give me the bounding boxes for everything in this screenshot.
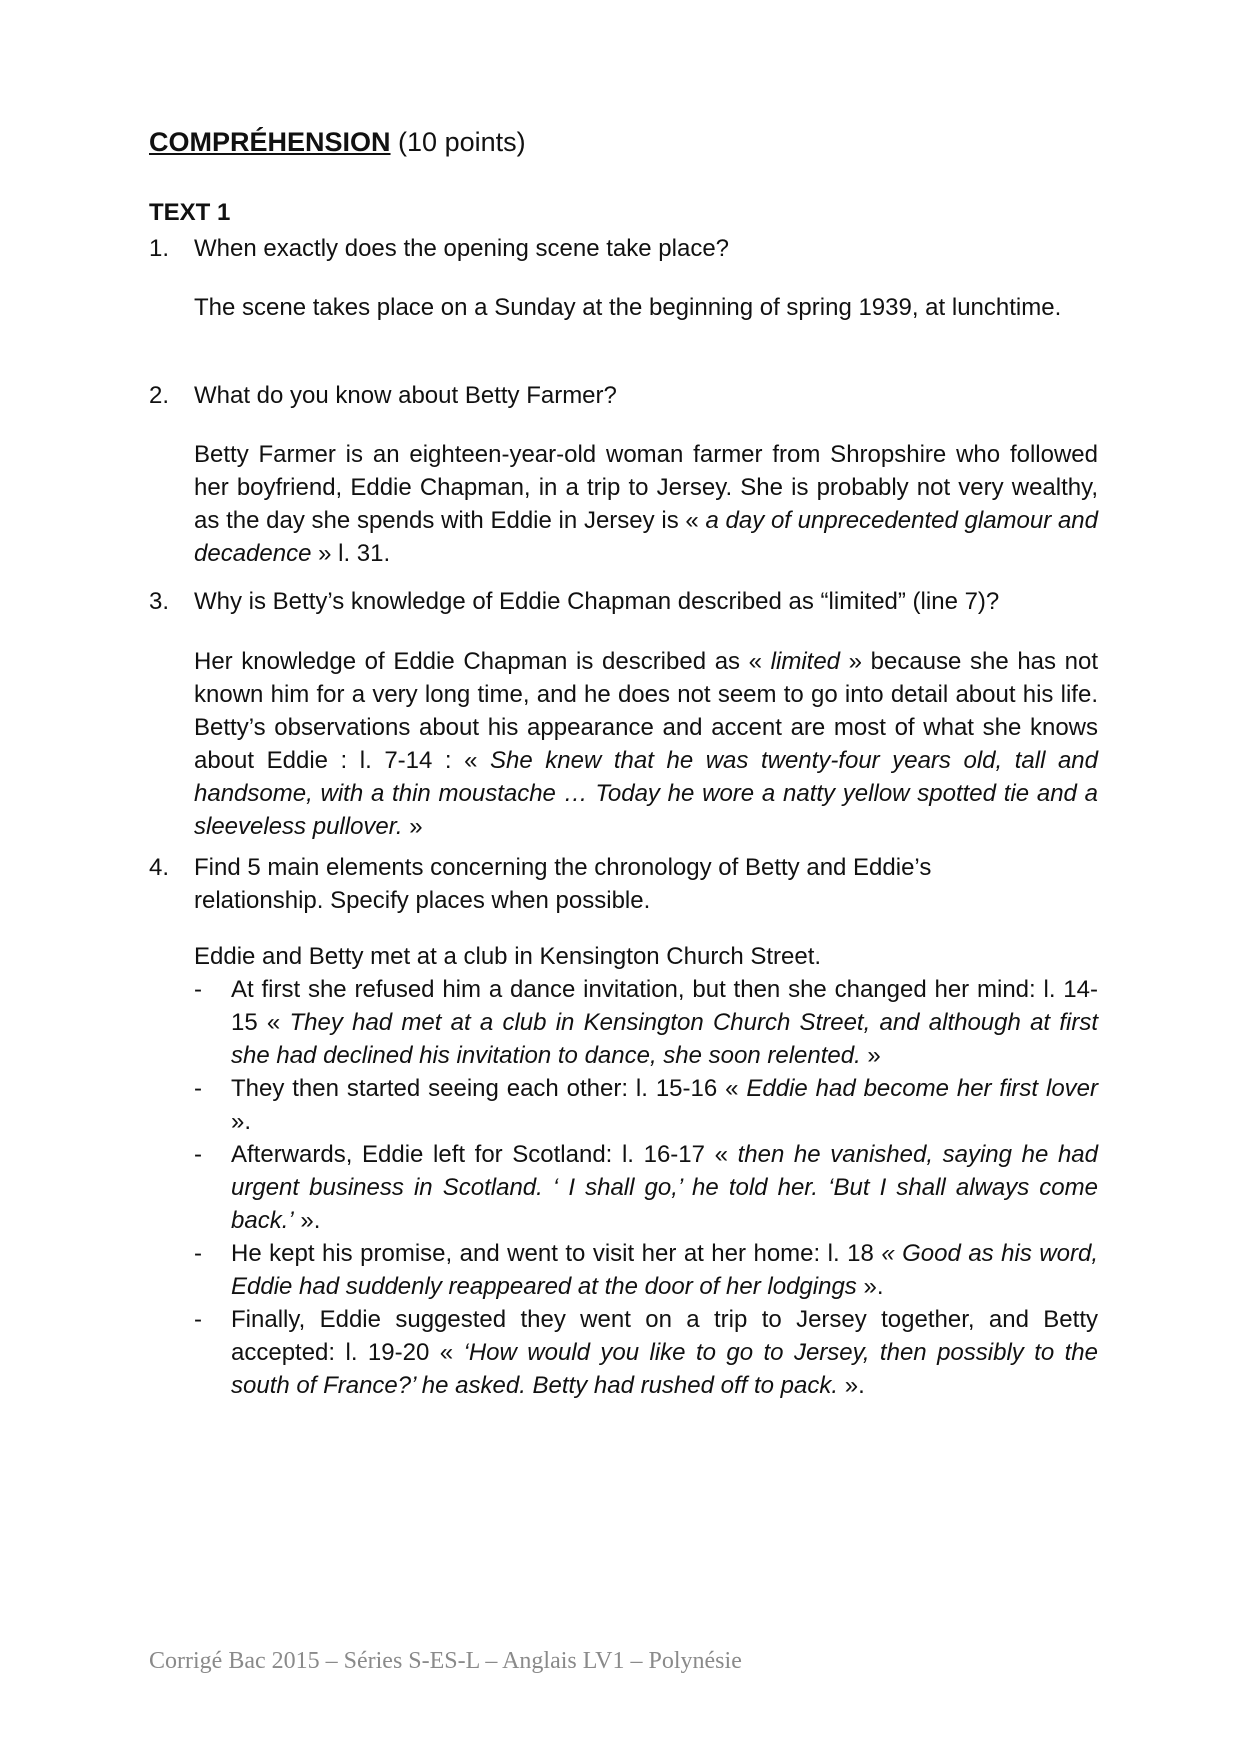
dash-marker: - xyxy=(194,976,202,1003)
answer-segment: Betty Farmer is an eighteen-year-old woman farmer from Shropshire who followed her boyfriend, Eddie Chapman, in a trip to Jersey. She is probably not very wealthy, as the day she spends with Eddie in Jersey is « xyxy=(194,441,1098,534)
page-footer: Corrigé Bac 2015 – Séries S-ES-L – Anglais LV1 – Polynésie xyxy=(149,1648,742,1674)
list-item xyxy=(194,1072,1098,1138)
question-number: 1. xyxy=(149,235,170,262)
chronology-list xyxy=(194,973,1098,1402)
answer-segment: » l. 31. xyxy=(311,540,391,567)
section-title: COMPRÉHENSION xyxy=(149,127,391,157)
item-quote: « Good as his word, Eddie had suddenly reappeared at the door of her lodgings xyxy=(231,1240,1098,1300)
answer-4 xyxy=(194,940,1098,1402)
section-points: (10 points) xyxy=(398,127,526,157)
item-text: At first she refused him a dance invitation, but then she changed her mind: l. 14-15 « xyxy=(231,976,1098,1036)
item-text: ». xyxy=(293,1207,321,1234)
question-number: 3. xyxy=(149,588,170,615)
item-text: ». xyxy=(231,1108,252,1135)
dash-marker: - xyxy=(194,1141,202,1168)
text-label: TEXT 1 xyxy=(149,199,231,226)
question-number: 2. xyxy=(149,382,170,409)
dash-marker: - xyxy=(194,1075,202,1102)
item-quote: They had met at a club in Kensington Church Street, and although at first she had declined his invitation to dance, she soon relented. xyxy=(231,1009,1098,1069)
item-text: Afterwards, Eddie left for Scotland: l. 16-17 « xyxy=(231,1141,738,1168)
answer-quote: a day of unprecedented glamour and decadence xyxy=(194,507,1098,567)
item-quote: ‘How would you like to go to Jersey, then possibly to the south of France?’ he asked. Betty had rushed off to pack. xyxy=(231,1339,1098,1399)
answer-segment: » because she has not known him for a very long time, and he does not seem to go into detail about his life. Betty’s observations about his appearance and accent are most of what she knows about Eddie : l. 7-14 : « xyxy=(194,648,1099,774)
item-quote: then he vanished, saying he had urgent business in Scotland. ‘ I shall go,’ he told her. ‘But I shall always come back.’ xyxy=(231,1141,1098,1234)
item-text: They then started seeing each other: l. 15-16 « xyxy=(231,1075,747,1102)
question-text: Why is Betty’s knowledge of Eddie Chapman described as “limited” (line 7)? xyxy=(194,588,1000,615)
answer-text xyxy=(194,645,1098,843)
answer-segment: Her knowledge of Eddie Chapman is described as « xyxy=(194,648,771,675)
answer-text: The scene takes place on a Sunday at the beginning of spring 1939, at lunchtime. xyxy=(194,294,1062,321)
list-item xyxy=(194,1138,1098,1237)
section-heading xyxy=(149,124,526,160)
item-quote: Eddie had become her first lover xyxy=(746,1075,1099,1102)
answer-word: limited xyxy=(770,648,841,675)
list-item xyxy=(194,973,1098,1072)
question-text xyxy=(194,851,1099,917)
question-line: Find 5 main elements concerning the chronology of Betty and Eddie’s xyxy=(194,854,932,881)
list-item xyxy=(194,1237,1098,1303)
answer-intro: Eddie and Betty met at a club in Kensington Church Street. xyxy=(194,943,822,970)
question-line: relationship. Specify places when possible. xyxy=(194,887,651,914)
answer-1 xyxy=(194,291,1098,324)
question-text: When exactly does the opening scene take place? xyxy=(194,235,730,262)
answer-quote: She knew that he was twenty-four years old, tall and handsome, with a thin moustache … Today he wore a natty yellow spotted tie and a sleeveless pullover. xyxy=(194,747,1098,840)
item-text: ». xyxy=(856,1273,884,1300)
dash-marker: - xyxy=(194,1240,202,1267)
question-2 xyxy=(149,379,1099,412)
item-text: Finally, Eddie suggested they went on a trip to Jersey together, and Betty accepted: l. 19-20 « xyxy=(231,1306,1098,1366)
answer-text xyxy=(194,438,1098,570)
answer-2 xyxy=(194,438,1098,570)
answer-3 xyxy=(194,645,1098,843)
dash-marker: - xyxy=(194,1306,202,1333)
list-item xyxy=(194,1303,1098,1402)
item-text: He kept his promise, and went to visit her at her home: l. 18 xyxy=(231,1240,882,1267)
question-4 xyxy=(149,851,1099,917)
question-text: What do you know about Betty Farmer? xyxy=(194,382,617,409)
question-1 xyxy=(149,232,1099,265)
question-number: 4. xyxy=(149,854,170,881)
question-3 xyxy=(149,585,1099,618)
item-text: » xyxy=(860,1042,881,1069)
answer-segment: » xyxy=(402,813,423,840)
item-text: ». xyxy=(838,1372,865,1399)
